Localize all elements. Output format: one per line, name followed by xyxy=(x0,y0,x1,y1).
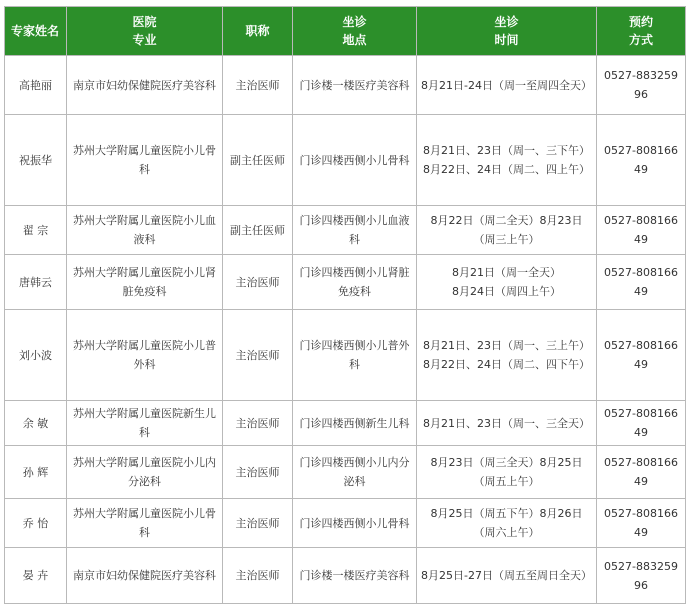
expert-name: 祝振华 xyxy=(5,115,67,206)
header-booking-line1: 预约 xyxy=(628,15,653,29)
table-row xyxy=(5,56,686,115)
table-row xyxy=(5,401,686,446)
clinic-location: 门诊四楼西侧小儿肾脏免疫科 xyxy=(293,255,417,310)
job-title: 主治医师 xyxy=(223,548,293,604)
table-row xyxy=(5,446,686,499)
booking-phone: 0527-80816649 xyxy=(597,255,686,310)
header-booking xyxy=(597,7,686,56)
table-row xyxy=(5,255,686,310)
expert-name: 孙 辉 xyxy=(5,446,67,499)
clinic-location: 门诊四楼西侧小儿骨科 xyxy=(293,499,417,548)
table-header-row xyxy=(5,7,686,56)
header-hospital-line2: 专业 xyxy=(132,33,157,47)
header-booking-line2: 方式 xyxy=(628,33,653,47)
job-title: 副主任医师 xyxy=(223,115,293,206)
clinic-schedule xyxy=(417,115,597,206)
booking-phone: 0527-80816649 xyxy=(597,206,686,255)
header-expert-name: 专家姓名 xyxy=(5,7,67,56)
schedule-line: 8月21日-24日（周一至周四全天） xyxy=(421,78,592,92)
clinic-location: 门诊四楼西侧小儿骨科 xyxy=(293,115,417,206)
booking-phone: 0527-80816649 xyxy=(597,499,686,548)
hospital-department: 苏州大学附属儿童医院小儿骨科 xyxy=(67,115,223,206)
clinic-location: 门诊楼一楼医疗美容科 xyxy=(293,548,417,604)
hospital-department: 苏州大学附属儿童医院小儿内分泌科 xyxy=(67,446,223,499)
clinic-schedule xyxy=(417,446,597,499)
schedule-line: 8月22日、24日（周二、四下午） xyxy=(423,358,590,371)
expert-name: 唐韩云 xyxy=(5,255,67,310)
schedule-line: 8月21日、23日（周一、三上午） xyxy=(423,339,590,352)
clinic-location: 门诊四楼西侧新生儿科 xyxy=(293,401,417,446)
header-hospital-line1: 医院 xyxy=(132,15,157,29)
booking-phone: 0527-88325996 xyxy=(597,548,686,604)
header-time xyxy=(417,7,597,56)
schedule-line: 8月21日（周一全天） xyxy=(452,266,561,279)
schedule-line: 8月25日-27日（周五至周日全天） xyxy=(421,569,592,582)
job-title: 主治医师 xyxy=(223,310,293,401)
schedule-table-container xyxy=(4,6,685,604)
clinic-location: 门诊楼一楼医疗美容科 xyxy=(293,56,417,115)
schedule-line: 8月23日（周三全天）8月25日（周五上午） xyxy=(430,456,583,488)
job-title: 主治医师 xyxy=(223,446,293,499)
table-row xyxy=(5,115,686,206)
clinic-schedule xyxy=(417,310,597,401)
schedule-line: 8月21日、23日（周一、三全天） xyxy=(423,416,590,430)
table-row xyxy=(5,499,686,548)
hospital-department: 苏州大学附属儿童医院小儿血液科 xyxy=(67,206,223,255)
header-hospital xyxy=(67,7,223,56)
clinic-location: 门诊四楼西侧小儿内分泌科 xyxy=(293,446,417,499)
table-row xyxy=(5,548,686,604)
schedule-line: 8月24日（周四上午） xyxy=(452,285,561,298)
booking-phone: 0527-80816649 xyxy=(597,401,686,446)
expert-schedule-table xyxy=(4,6,686,604)
hospital-department: 南京市妇幼保健院医疗美容科 xyxy=(67,548,223,604)
clinic-schedule xyxy=(417,401,597,446)
hospital-department: 苏州大学附属儿童医院小儿肾脏免疫科 xyxy=(67,255,223,310)
header-time-line1: 坐诊 xyxy=(494,15,519,29)
clinic-schedule xyxy=(417,499,597,548)
booking-phone: 0527-80816649 xyxy=(597,310,686,401)
schedule-line: 8月22日（周二全天）8月23日（周三上午） xyxy=(430,214,583,246)
schedule-line: 8月22日、24日（周二、四上午） xyxy=(423,163,590,176)
hospital-department: 苏州大学附属儿童医院小儿普外科 xyxy=(67,310,223,401)
job-title: 副主任医师 xyxy=(223,206,293,255)
table-row xyxy=(5,206,686,255)
booking-phone: 0527-80816649 xyxy=(597,115,686,206)
hospital-department: 苏州大学附属儿童医院小儿骨科 xyxy=(67,499,223,548)
header-location xyxy=(293,7,417,56)
job-title: 主治医师 xyxy=(223,499,293,548)
hospital-department: 南京市妇幼保健院医疗美容科 xyxy=(67,56,223,115)
clinic-schedule xyxy=(417,56,597,115)
schedule-line: 8月25日（周五下午）8月26日（周六上午） xyxy=(430,507,583,539)
expert-name: 晏 卉 xyxy=(5,548,67,604)
clinic-schedule xyxy=(417,206,597,255)
schedule-line: 8月21日、23日（周一、三下午） xyxy=(423,144,590,157)
job-title: 主治医师 xyxy=(223,401,293,446)
booking-phone: 0527-88325996 xyxy=(597,56,686,115)
job-title: 主治医师 xyxy=(223,255,293,310)
expert-name: 刘小波 xyxy=(5,310,67,401)
booking-phone: 0527-80816649 xyxy=(597,446,686,499)
clinic-schedule xyxy=(417,255,597,310)
expert-name: 翟 宗 xyxy=(5,206,67,255)
expert-name: 乔 怡 xyxy=(5,499,67,548)
header-location-line2: 地点 xyxy=(342,33,367,47)
header-title: 职称 xyxy=(223,7,293,56)
table-row xyxy=(5,310,686,401)
expert-name: 余 敏 xyxy=(5,401,67,446)
hospital-department: 苏州大学附属儿童医院新生儿科 xyxy=(67,401,223,446)
clinic-schedule xyxy=(417,548,597,604)
clinic-location: 门诊四楼西侧小儿普外科 xyxy=(293,310,417,401)
header-time-line2: 时间 xyxy=(494,33,519,47)
header-location-line1: 坐诊 xyxy=(342,15,367,29)
clinic-location: 门诊四楼西侧小儿血液科 xyxy=(293,206,417,255)
expert-name: 高艳丽 xyxy=(5,56,67,115)
job-title: 主治医师 xyxy=(223,56,293,115)
